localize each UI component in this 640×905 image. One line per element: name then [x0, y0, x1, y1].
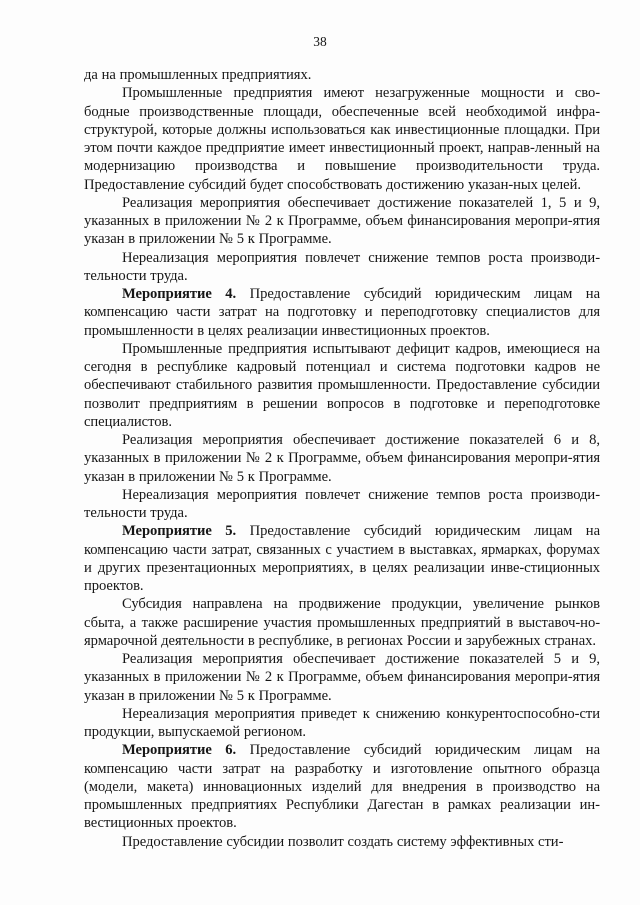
measure-heading: Мероприятие 4. — [122, 286, 237, 302]
paragraph-text: Предоставление субсидий юридическим лицам на компенсацию части затрат, связанных с участием в выставках, ярмарках, форумах и других презентационных мероприятиях, в целях реализации инве-стиционных проектов. — [84, 523, 600, 594]
page-number: 38 — [313, 34, 327, 49]
paragraph-14 — [84, 833, 600, 851]
paragraph-12 — [84, 705, 600, 742]
paragraph-6 — [84, 340, 600, 431]
paragraph-text: Предоставление субсидий юридическим лицам на компенсацию части затрат на подготовку и переподготовку специалистов для промышленности в целях реализации инвестиционных проектов. — [84, 286, 600, 339]
paragraph-text: Нереализация мероприятия приведет к снижению конкурентоспособно-сти продукции, выпускаемой регионом. — [84, 705, 600, 740]
paragraph-text: да на промышленных предприятиях. — [84, 67, 312, 83]
paragraph-text: Реализация мероприятия обеспечивает достижение показателей 6 и 8, указанных в приложении № 2 к Программе, объем финансирования меропри-ятия указан в приложении № 5 к Программе. — [84, 432, 600, 485]
paragraph-13 — [84, 741, 600, 832]
paragraph-text: Предоставление субсидии позволит создать систему эффективных сти- — [122, 833, 564, 850]
paragraph-text: Субсидия направлена на продвижение продукции, увеличение рынков сбыта, а также расширение участия промышленных предприятий в выставоч-но-ярмарочной деятельности в республике, в регионах России и зарубежных странах. — [84, 596, 600, 649]
paragraph-text: Предоставление субсидий юридическим лицам на компенсацию части затрат на разработку и изготовление опытного образца (модели, макета) инновационных изделий для внедрения в производство на промышленных предприятиях Республики Дагестан в рамках реализации ин-вестиционных проектов. — [84, 742, 600, 832]
paragraph-10 — [84, 595, 600, 650]
paragraph-text: Промышленные предприятия имеют незагруженные мощности и сво-бодные производственные площади, обеспеченные всей необходимой инфра-структурой, которые должны использоваться как инвестиционные площадки. При этом почти каждое предприятие имеет инвестиционный проект, направ-ленный на модернизацию производства и повышение производительности труда. Предоставление субсидий будет способствовать достижению указан-ных целей. — [84, 85, 600, 193]
paragraph-4 — [84, 249, 600, 286]
paragraph-text: Промышленные предприятия испытывают дефицит кадров, имеющиеся на сегодня в республике кадровый потенциал и система подготовки кадров не обеспечивают стабильного развития промышленности. Предоставление субсидии позволит предприятиям в решении вопросов в подготовке и переподготовке специалистов. — [84, 340, 600, 430]
paragraph-5 — [84, 285, 600, 340]
document-body — [84, 66, 600, 851]
paragraph-9 — [84, 522, 600, 595]
paragraph-11 — [84, 650, 600, 705]
paragraph-8 — [84, 486, 600, 523]
paragraph-2 — [84, 84, 600, 194]
paragraph-text: Нереализация мероприятия повлечет снижение темпов роста производи-тельности труда. — [84, 486, 600, 521]
measure-heading: Мероприятие 5. — [122, 523, 237, 540]
paragraph-text: Нереализация мероприятия повлечет снижение темпов роста производи-тельности труда. — [84, 249, 600, 284]
paragraph-3 — [84, 194, 600, 249]
paragraph-7 — [84, 431, 600, 486]
paragraph-text: Реализация мероприятия обеспечивает достижение показателей 5 и 9, указанных в приложении № 2 к Программе, объем финансирования меропри-ятия указан в приложении № 5 к Программе. — [84, 651, 600, 704]
paragraph-text: Реализация мероприятия обеспечивает достижение показателей 1, 5 и 9, указанных в приложении № 2 к Программе, объем финансирования меропри-ятия указан в приложении № 5 к Программе. — [84, 194, 600, 248]
measure-heading: Мероприятие 6. — [122, 742, 237, 759]
paragraph-1 — [84, 66, 600, 84]
